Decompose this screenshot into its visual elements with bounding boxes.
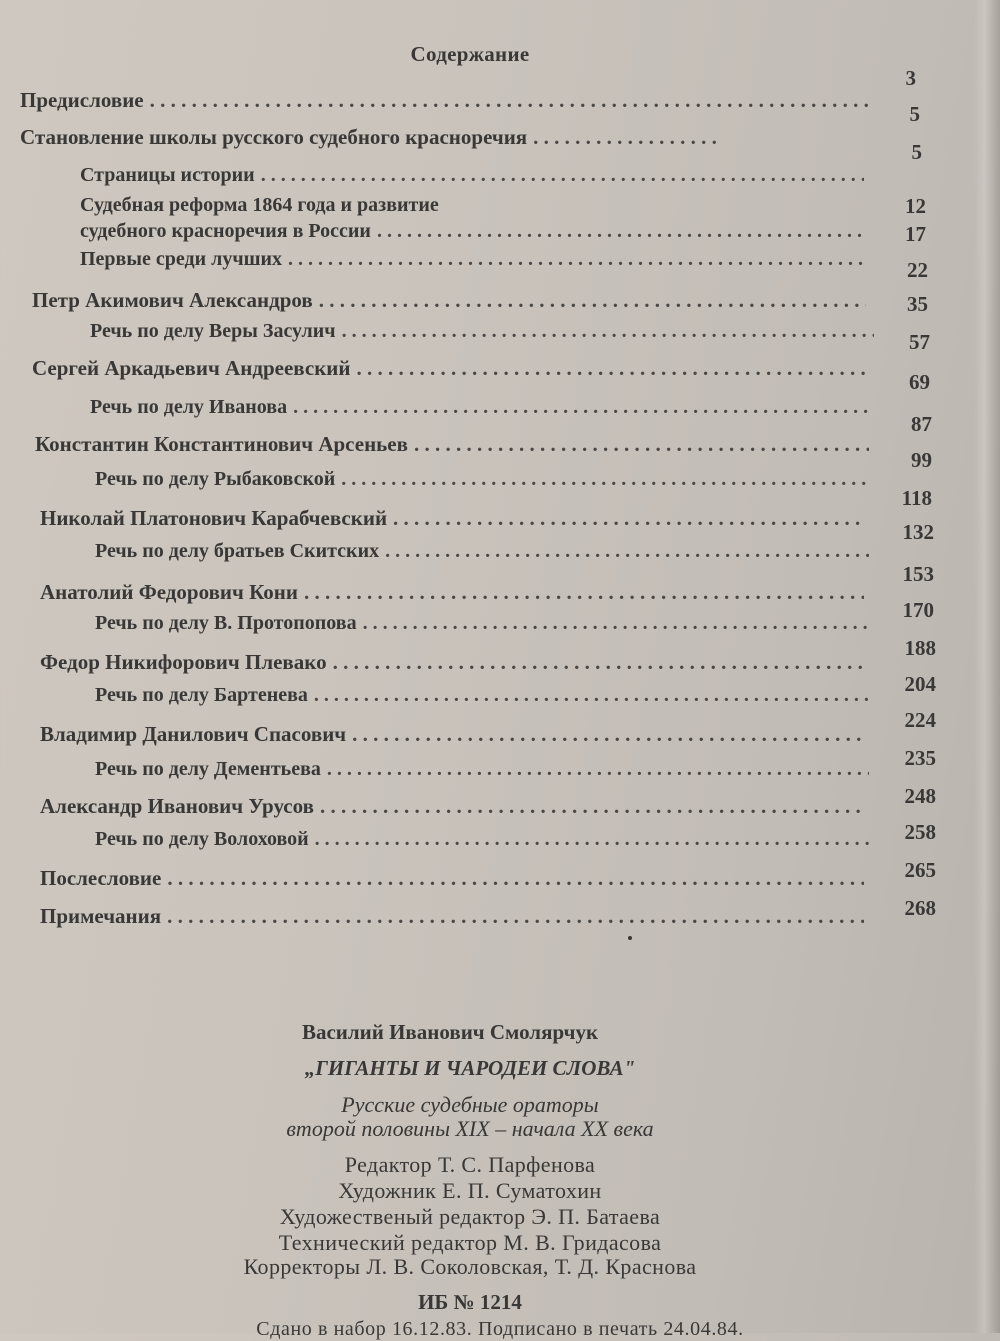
toc-page-number: 153 <box>902 562 934 586</box>
toc-entry: Речь по делу Волоховой . . . <box>95 828 875 851</box>
toc-page-number: 235 <box>904 746 936 770</box>
toc-page-number: 99 <box>911 448 932 472</box>
toc-page-number: 268 <box>904 896 936 920</box>
toc-page-number: 3 <box>905 66 916 90</box>
toc-entry: Предисловие . . . <box>20 88 880 113</box>
toc-entry: Речь по делу В. Протопопова . . . <box>95 612 875 635</box>
toc-entry: Речь по делу Рыбаковской . . . <box>95 468 875 491</box>
toc-page-number: 87 <box>911 412 932 436</box>
toc-entry: Речь по делу Иванова . . . <box>90 396 880 419</box>
toc-page-number: 5 <box>909 102 920 126</box>
toc-entry: Федор Никифорович Плевако . . . <box>40 650 870 675</box>
toc-entry: Страницы истории . . . <box>80 164 870 187</box>
toc-entry: Николай Платонович Карабчевский . . . <box>40 506 870 531</box>
toc-page-number: 204 <box>904 672 936 696</box>
imprint-print-info: Сдано в набор 16.12.83. Подписано в печать 24.04.84. <box>256 1318 744 1340</box>
toc-entry: Первые среди лучших . . . <box>80 248 870 271</box>
imprint-editor: Редактор Т. С. Парфенова <box>344 1152 596 1177</box>
ornament-dot <box>628 936 632 940</box>
toc-entry: Речь по делу Бартенева . . . <box>95 684 875 707</box>
toc-entry: Петр Акимович Александров . . . <box>32 288 872 313</box>
toc-page-number: 258 <box>904 820 936 844</box>
toc-entry: Сергей Аркадьевич Андреевский . . . <box>32 356 872 381</box>
toc-entry: Речь по делу Веры Засулич . . . <box>90 320 880 343</box>
toc-page-number: 17 <box>905 222 926 246</box>
toc-entry: судебного красноречия в России . . . <box>80 220 870 243</box>
imprint-correctors: Корректоры Л. В. Соколовская, Т. Д. Краснова <box>243 1254 697 1279</box>
toc-page-number: 132 <box>902 520 934 544</box>
toc-entry: Владимир Данилович Спасович . . . <box>40 722 870 747</box>
imprint-title: „ГИГАНТЫ И ЧАРОДЕИ СЛОВА" <box>304 1056 636 1080</box>
toc-page-number: 69 <box>909 370 930 394</box>
toc-page-number: 35 <box>907 292 928 316</box>
imprint-author: Василий Иванович Смолярчук <box>301 1020 599 1044</box>
imprint-tech-editor: Технический редактор М. В. Гридасова <box>278 1230 662 1255</box>
imprint-subtitle-1: Русские судебные ораторы <box>341 1092 599 1117</box>
toc-entry: Примечания . . . <box>40 904 870 929</box>
page-edge-shadow <box>974 0 1000 1333</box>
toc-page-number: 265 <box>904 858 936 882</box>
toc-page-number: 22 <box>907 258 928 282</box>
toc-page-number: 57 <box>909 330 930 354</box>
imprint-subtitle-2: второй половины XIX – начала XX века <box>286 1116 654 1141</box>
toc-entry: Александр Иванович Урусов . . . <box>40 794 870 819</box>
toc-entry: Анатолий Федорович Кони . . . <box>40 580 870 605</box>
toc-page-number: 170 <box>902 598 934 622</box>
toc-entry: Речь по делу братьев Скитских . . . <box>95 540 875 563</box>
toc-page-number: 5 <box>911 140 922 164</box>
toc-page-number: 248 <box>904 784 936 808</box>
toc-entry: Послесловие . . . <box>40 866 870 891</box>
toc-page-number: 12 <box>905 194 926 218</box>
toc-entry: Судебная реформа 1864 года и развитие <box>80 194 439 216</box>
toc-entry: Становление школы русского судебного красноречия . . . <box>20 125 725 150</box>
imprint-artist: Художник Е. П. Суматохин <box>338 1178 602 1203</box>
toc-entry: Константин Константинович Арсеньев . . . <box>35 432 875 457</box>
contents-heading: Содержание <box>410 42 530 66</box>
toc-entry: Речь по делу Дементьева . . . <box>95 758 875 781</box>
imprint-art-editor: Художественый редактор Э. П. Батаева <box>279 1204 661 1229</box>
imprint-ib-number: ИБ № 1214 <box>418 1290 522 1314</box>
toc-page-number: 188 <box>904 636 936 660</box>
toc-page-number: 224 <box>904 708 936 732</box>
toc-page-number: 118 <box>901 486 932 510</box>
